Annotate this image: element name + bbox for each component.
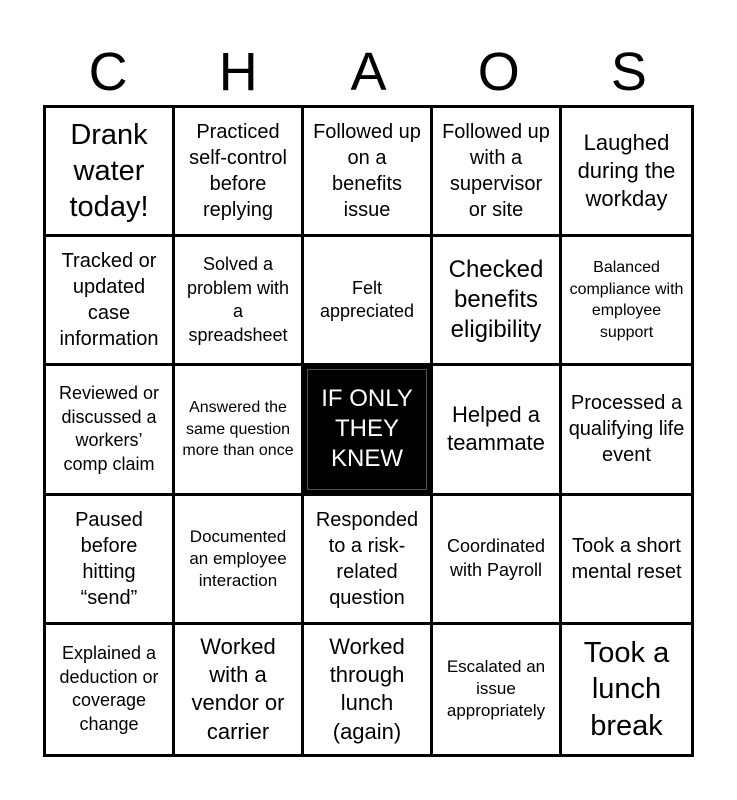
cell-label: Took a short mental reset [571,534,682,583]
bingo-cell[interactable] [175,237,304,366]
cell-label: Processed a qualifying life event [568,392,685,467]
header-letter-c: C [88,42,128,102]
bingo-cell[interactable] [46,237,175,366]
bingo-cell[interactable] [562,237,691,366]
cell-label: Answered the same question more than once [182,399,294,460]
free-space-label: IF ONLY THEY KNEW [321,385,413,473]
bingo-cell[interactable] [304,625,433,754]
cell-label: Paused before hitting “send” [75,508,143,609]
header-letter-a: A [350,42,387,102]
cell-label: Coordinated with Payroll [446,535,546,580]
bingo-cell[interactable] [304,237,433,366]
cell-label: Solved a problem with a spreadsheet [186,253,290,346]
bingo-cell[interactable] [562,108,691,237]
bingo-cell[interactable] [433,366,562,495]
cell-label: Worked with a vendor or carrier [191,634,285,744]
bingo-cell[interactable] [562,366,691,495]
bingo-cell[interactable] [175,625,304,754]
header-letter-h: H [218,42,258,102]
bingo-cell[interactable] [433,625,562,754]
bingo-header [43,38,694,106]
bingo-cell[interactable] [433,496,562,625]
cell-label: Balanced compliance with employee support [569,259,684,341]
cell-label: Responded to a risk-related question [315,508,419,609]
bingo-cell[interactable] [562,625,691,754]
cell-label: Felt appreciated [319,277,415,322]
free-space[interactable] [304,366,433,495]
bingo-cell[interactable] [433,237,562,366]
header-letter-s: S [610,42,647,102]
bingo-cell[interactable] [46,108,175,237]
bingo-cell[interactable] [46,496,175,625]
cell-label: Checked benefits eligibility [448,256,544,344]
cell-label: Took a lunch break [583,637,670,742]
bingo-cell[interactable] [46,366,175,495]
bingo-cell[interactable] [175,108,304,237]
bingo-cell[interactable] [562,496,691,625]
cell-label: Reviewed or discussed a workers’ comp claim [58,382,160,475]
bingo-cell[interactable] [175,496,304,625]
cell-label: Followed up with a supervisor or site [442,121,550,222]
bingo-cell[interactable] [304,108,433,237]
cell-label: Escalated an issue appropriately [446,657,546,721]
cell-label: Tracked or updated case information [59,250,159,351]
header-letter-o: O [477,42,520,102]
cell-label: Helped a teammate [447,402,545,456]
cell-label: Drank water today! [69,118,149,224]
bingo-cell[interactable] [304,496,433,625]
bingo-cell[interactable] [433,108,562,237]
cell-label: Laughed during the workday [577,129,676,212]
cell-label: Explained a deduction or coverage change [59,642,159,735]
cell-label: Followed up on a benefits issue [313,121,421,222]
cell-label: Worked through lunch (again) [329,634,405,744]
bingo-board [43,105,694,757]
cell-label: Practiced self-control before replying [189,121,287,222]
cell-label: Documented an employee interaction [189,526,287,590]
bingo-cell[interactable] [175,366,304,495]
bingo-cell[interactable] [46,625,175,754]
